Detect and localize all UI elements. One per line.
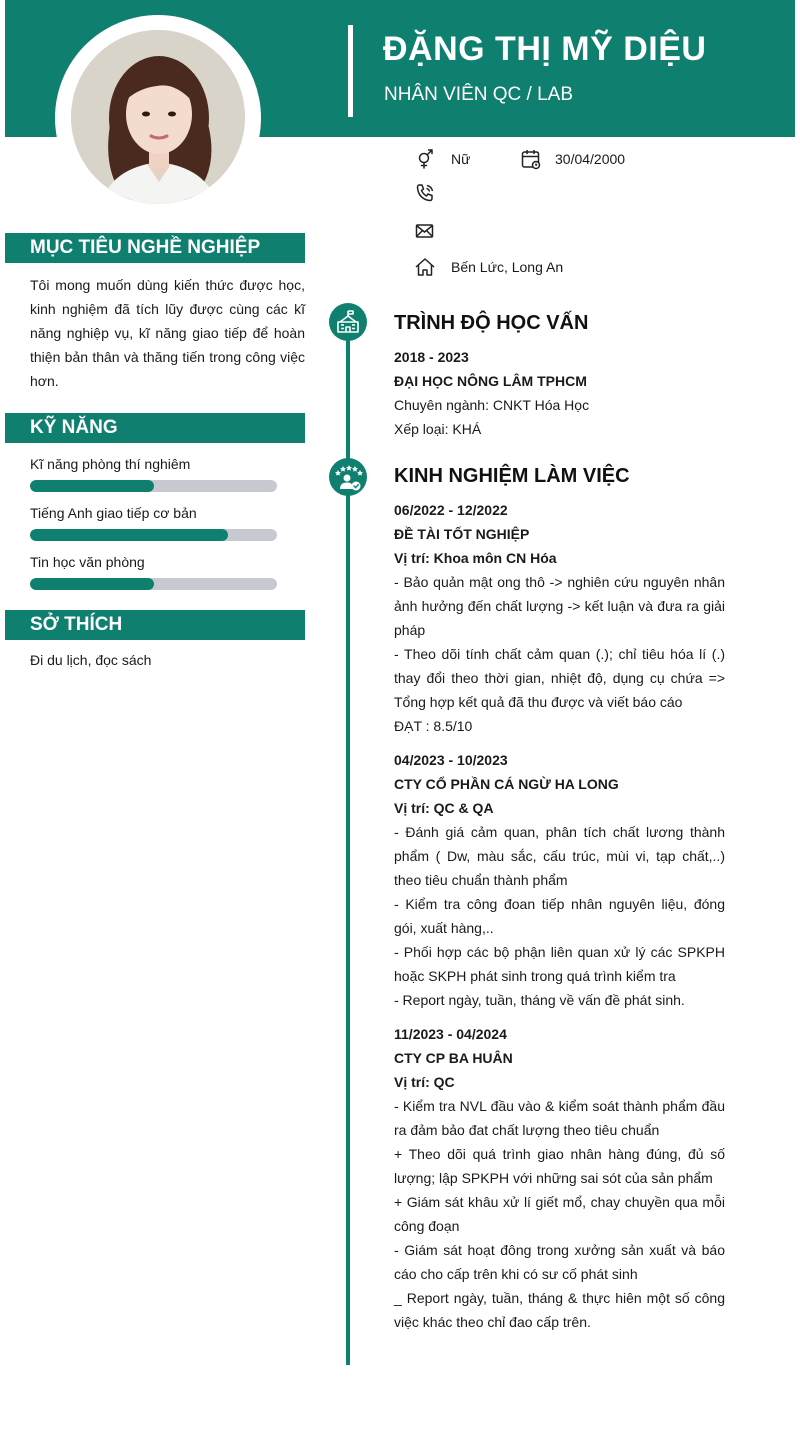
job-company: CTY CỔ PHẦN CÁ NGỪ HA LONG	[394, 776, 619, 792]
home-icon	[414, 256, 436, 278]
email-row	[414, 220, 451, 242]
address-row	[414, 256, 563, 278]
job-duty: - Kiểm tra công đoan tiếp nhân nguyên liệu, đóng gói, xuất hàng,..	[394, 896, 725, 936]
candidate-role: NHÂN VIÊN QC / LAB	[384, 84, 573, 105]
job-position: Vị trí: Khoa môn CN Hóa	[394, 550, 557, 566]
education-major: Chuyên ngành: CNKT Hóa Học	[394, 397, 590, 413]
avatar	[71, 30, 245, 204]
school-icon	[329, 303, 367, 341]
job-block	[394, 498, 725, 738]
header-divider	[348, 25, 353, 117]
skill-label: Kĩ năng phòng thí nghiêm	[30, 456, 191, 472]
job-duty: + Giám sát khâu xử lí giết mổ, chay chuyền qua mỗi công đoạn	[394, 1194, 725, 1234]
gender-value: Nữ	[451, 151, 471, 167]
job-period: 06/2022 - 12/2022	[394, 502, 508, 518]
skill-track	[30, 480, 277, 492]
experience-icon	[329, 458, 367, 496]
job-block	[394, 748, 725, 1012]
job-duty: - Kiểm tra NVL đầu vào & kiểm soát thành phẩm đầu ra đảm bảo đat chất lượng theo tiêu chuẩn	[394, 1098, 725, 1138]
birthdate-value: 30/04/2000	[555, 151, 626, 167]
objective-text: Tôi mong muốn dùng kiến thức được học, kinh nghiệm đã tích lũy được cùng các kĩ năng nghiệp vụ, kĩ năng giao tiếp để hoàn thiện bản thân và thăng tiến trong công việc hơn.	[30, 277, 305, 389]
phone-icon	[414, 182, 436, 204]
skill-level-bar	[30, 480, 154, 492]
education-school: ĐẠI HỌC NÔNG LÂM TPHCM	[394, 373, 587, 389]
job-block	[394, 1022, 725, 1334]
skill-label: Tiếng Anh giao tiếp cơ bản	[30, 505, 197, 521]
job-duty: - Report ngày, tuần, tháng về vấn đề phát sinh.	[394, 992, 685, 1008]
job-duty: - Đánh giá cảm quan, phân tích chất lương thành phẩm ( Dw, màu sắc, cấu trúc, mùi vi, tạp chất,..) theo tiêu chuẩn thành phẩm	[394, 824, 725, 888]
birthdate-row	[520, 148, 625, 170]
phone-row	[414, 182, 451, 204]
skill-track	[30, 529, 277, 541]
job-company: ĐỀ TÀI TỐT NGHIỆP	[394, 526, 530, 542]
objective-heading: MỤC TIÊU NGHỀ NGHIỆP	[5, 233, 305, 263]
experience-heading: KINH NGHIỆM LÀM VIỆC	[394, 465, 630, 487]
address-value: Bến Lức, Long An	[451, 259, 564, 275]
job-duty: - Phối hợp các bộ phận liên quan xử lý các SPKPH hoặc SKPH phát sinh trong quá trình kiểm tra	[394, 944, 725, 984]
hobbies-text: Đi du lịch, đọc sách	[30, 652, 152, 668]
envelope-icon	[414, 220, 436, 242]
education-heading: TRÌNH ĐỘ HỌC VẤN	[394, 312, 589, 334]
skill-level-bar	[30, 529, 228, 541]
job-duty: - Bảo quản mật ong thô -> nghiên cứu nguyên nhân ảnh hưởng đến chất lượng -> kết luận và đưa ra giải pháp	[394, 574, 725, 638]
education-period: 2018 - 2023	[394, 349, 469, 365]
calendar-icon	[520, 148, 542, 170]
job-duty: _ Report ngày, tuần, tháng & thực hiên một số công việc khác theo chỉ đao cấp trên.	[394, 1290, 725, 1330]
hobbies-heading: SỞ THÍCH	[5, 610, 305, 640]
job-duty: + Theo dõi quá trình giao nhân hàng đúng, đủ số lượng; lập SPKPH với những sai sót của sản phẩm	[394, 1146, 725, 1186]
gender-row	[414, 148, 470, 170]
job-company: CTY CP BA HUÂN	[394, 1050, 513, 1066]
skill-level-bar	[30, 578, 154, 590]
gender-icon	[414, 148, 436, 170]
skill-track	[30, 578, 277, 590]
skill-label: Tin học văn phòng	[30, 554, 145, 570]
education-block	[394, 345, 725, 441]
job-position: Vị trí: QC & QA	[394, 800, 494, 816]
candidate-name: ĐẶNG THỊ MỸ DIỆU	[383, 30, 707, 68]
job-duty: - Giám sát hoạt đông trong xưởng sản xuất và báo cáo cho cấp trên khi có sư cố phát sinh	[394, 1242, 725, 1282]
job-period: 11/2023 - 04/2024	[394, 1026, 507, 1042]
job-duty: - Theo dõi tính chất cảm quan (.); chỉ tiêu hóa lí (.) thay đổi theo thời gian, nhiệt độ, dụng cụ chứa => Tổng hợp kết quả đã thu được và viết báo cáo	[394, 646, 725, 710]
job-period: 04/2023 - 10/2023	[394, 752, 508, 768]
education-grade: Xếp loại: KHÁ	[394, 421, 482, 437]
skills-heading: KỸ NĂNG	[5, 413, 305, 443]
job-position: Vị trí: QC	[394, 1074, 455, 1090]
job-duty: ĐẠT : 8.5/10	[394, 718, 473, 734]
